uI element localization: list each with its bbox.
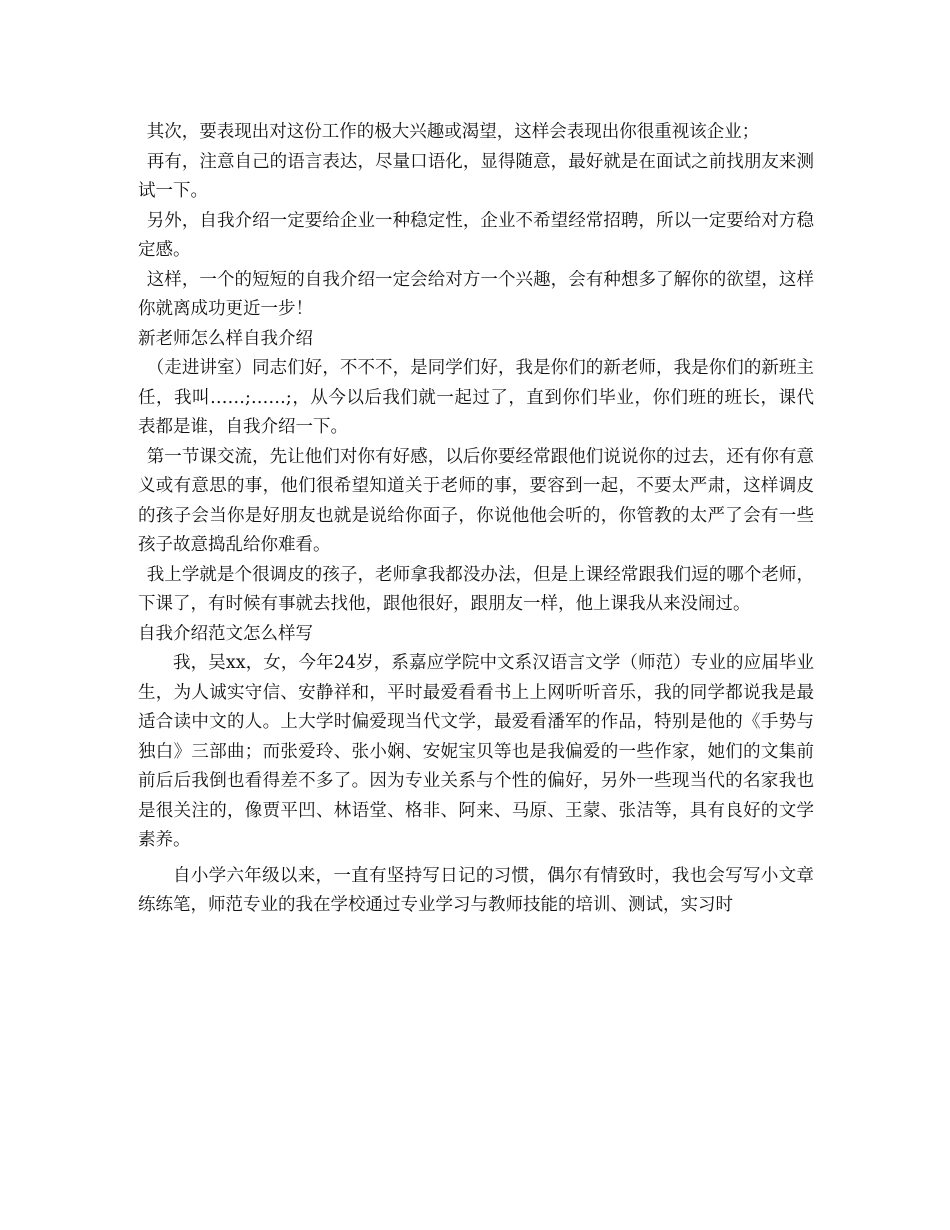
paragraph: 这样，一个的短短的自我介绍一定会给对方一个兴趣，会有种想多了解你的欲望，这样你就离成功更近一步！ [138, 269, 814, 319]
section-heading: 自我介绍范文怎么样写 [138, 623, 313, 644]
paragraph: 自小学六年级以来，一直有坚持写日记的习惯，偶尔有情致时，我也会写写小文章练练笔，师范专业的我在学校通过专业学习与教师技能的培训、测试，实习时 [138, 865, 814, 915]
paragraph: 第一节课交流，先让他们对你有好感，以后你要经常跟他们说说你的过去，还有你有意义或有意思的事，他们很希望知道关于老师的事，要容到一起，不要太严肃，这样调皮的孩子会当你是好朋友也就是说给你面子，你说他他会听的，你管教的太严了会有一些孩子故意捣乱给你难看。 [138, 446, 814, 555]
paragraph: 另外，自我介绍一定要给企业一种稳定性，企业不希望经常招聘，所以一定要给对方稳定感。 [138, 210, 814, 260]
document-body [138, 118, 814, 921]
paragraph: 其次，要表现出对这份工作的极大兴趣或渴望，这样会表现出你很重视该企业； [146, 122, 760, 142]
paragraph: 再有，注意自己的语言表达，尽量口语化，显得随意，最好就是在面试之前找朋友来测试一下。 [138, 151, 814, 201]
paragraph: 我上学就是个很调皮的孩子，老师拿我都没办法，但是上课经常跟我们逗的哪个老师，下课了，有时候有事就去找他，跟他很好，跟朋友一样，他上课我从来没闹过。 [138, 564, 814, 614]
paragraph: 我，吴xx，女，今年24岁，系嘉应学院中文系汉语言文学（师范）专业的应届毕业生，为人诚实守信、安静祥和，平时最爱看看书上上网听听音乐，我的同学都说我是最适合读中文的人。上大学时偏爱现当代文学，最爱看潘军的作品，特别是他的《手势与独白》三部曲；而张爱玲、张小娴、安妮宝贝等也是我偏爱的一些作家，她们的文集前前后后我倒也看得差不多了。因为专业关系与个性的偏好，另外一些现当代的名家我也是很关注的，像贾平凹、林语堂、格非、阿来、马原、王蒙、张洁等，具有良好的文学素养。 [138, 653, 814, 850]
paragraph: （走进讲室）同志们好，不不不，是同学们好，我是你们的新老师，我是你们的新班主任，我叫……;……;，从今以后我们就一起过了，直到你们毕业，你们班的班长，课代表都是谁，自我介绍一下。 [138, 358, 814, 437]
section-heading: 新老师怎么样自我介绍 [138, 328, 313, 349]
